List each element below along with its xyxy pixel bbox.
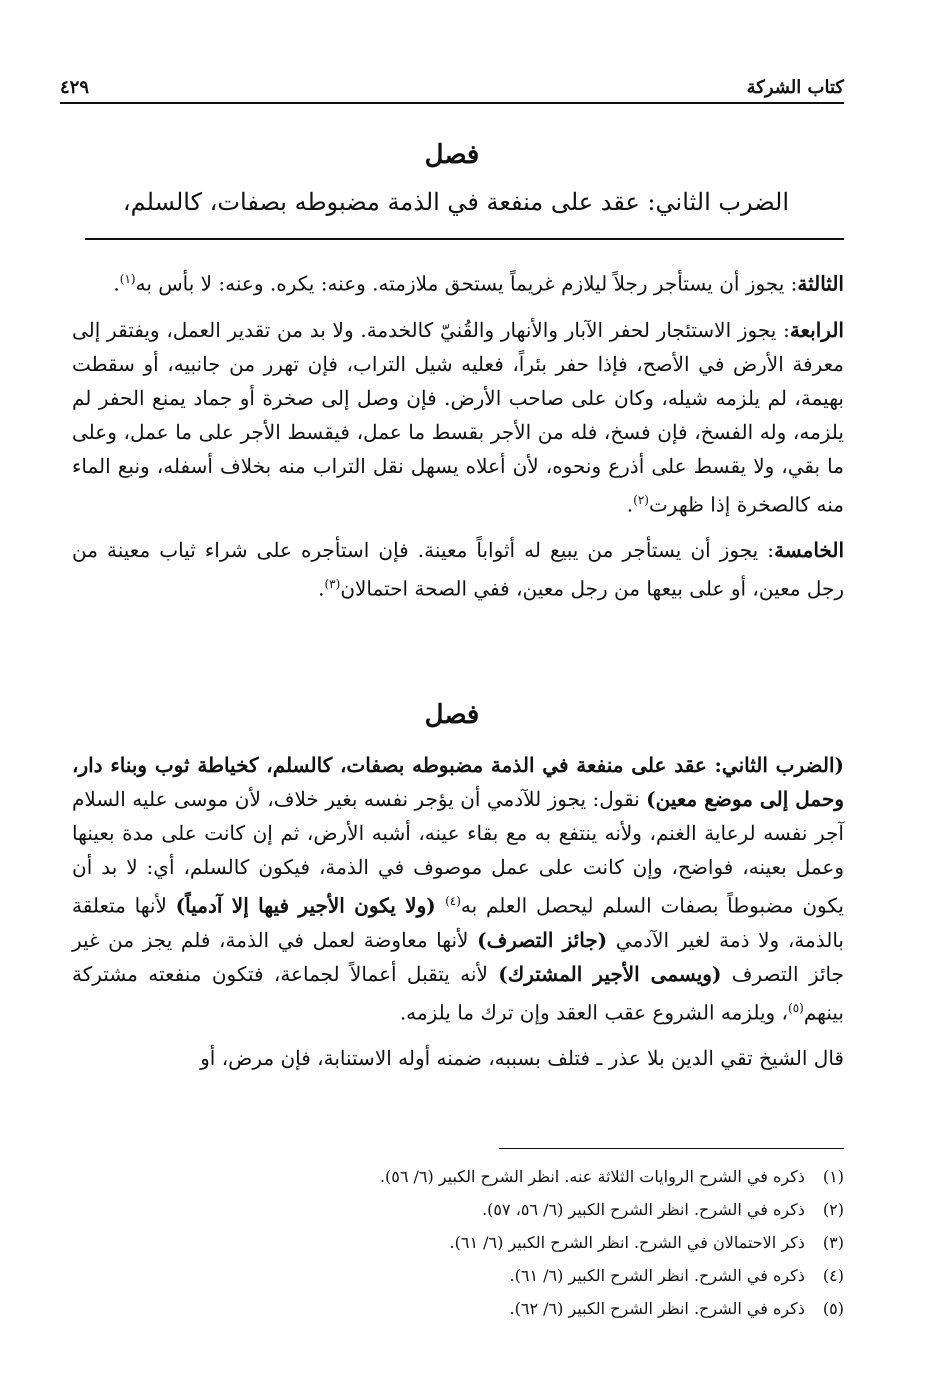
paragraph-label: الثالثة — [797, 271, 844, 296]
footnote-item — [250, 1226, 844, 1259]
bold-text: (جائز التصرف) — [477, 927, 608, 952]
footnote-divider — [499, 1148, 844, 1149]
footnote-text: ذكره في الشرح الروايات الثلاثة عنه. انظر الشرح الكبير (٦/ ٥٦). — [379, 1167, 805, 1186]
paragraph-tail: . — [318, 576, 325, 601]
section-title: الضرب الثاني: عقد على منفعة في الذمة مضبوطه بصفات، كالسلم، — [122, 188, 789, 216]
page-number: ٤٢٩ — [60, 77, 89, 102]
bold-text: (ولا يكون الأجير فيها إلا آدمياً) — [175, 893, 446, 918]
footnote-text: ذكره في الشرح. انظر الشرح الكبير (٦/ ٥٦، ٥٧). — [482, 1200, 805, 1219]
footnote-item — [250, 1193, 844, 1226]
footnote-text: ذكر الاحتمالان في الشرح. انظر الشرح الكبير (٦/ ٦١). — [449, 1233, 805, 1252]
running-title: كتاب الشركة — [747, 77, 844, 102]
paragraph-text: : يجوز أن يستأجر رجلاً ليلازم غريماً يستحق ملازمته. وعنه: يكره. وعنه: لا بأس به — [135, 271, 798, 296]
footnote-text: ذكره في الشرح. انظر الشرح الكبير (٦/ ٦٢). — [509, 1299, 805, 1318]
body-text-lower — [72, 748, 844, 1087]
paragraph-text: لأنه يتقبل أعمالاً لجماعة، فتكون منفعته مشتركة بينهم — [72, 961, 844, 1025]
body-text-upper — [72, 262, 844, 618]
paragraph-text: : يجوز الاستئجار لحفر الآبار والأنهار والقُنيّ كالخدمة. ولا بد من تقدير العمل، ويفتقر إلى معرفة الأرض في الأصح، فإذا حفر بئراً، فعليه شيل التراب، فإن تهرر من جانبيه، أو سقطت بهيمة، لم يلزمه شيله، وكان على صاحب الأرض. فإن وصل إلى صخرة أو جماد يمنع الحفر لم يلزمه، وله الفسخ، فإن فسخ، فله من الأجر بقسط ما عمل، فيقسط الأجر على ما عمل، وعلى ما بقي، ولا يقسط على أذرع ونحوه، لأن أعلاه يسهل نقل التراب منه بخلاف أسفله، ونبع الماء منه كالصخرة إذا ظهرت — [72, 317, 844, 517]
title-divider — [85, 238, 844, 240]
paragraph-continuation: قال الشيخ تقي الدين بلا عذر ـ فتلف بسببه، ضمنه أوله الاستنابة، فإن مرض، أو — [200, 1046, 844, 1071]
footnote-ref[interactable]: (١) — [119, 272, 136, 286]
paragraph-section2 — [72, 748, 844, 1029]
footnote-ref[interactable]: (٤) — [445, 894, 461, 908]
paragraph-third — [72, 262, 844, 301]
footnote-item — [250, 1160, 844, 1193]
bold-text: (الضرب الثاني: عقد على منفعة في الذمة مضبوطه بصفات، كالسلم، كخياطة ثوب وبناء دار، وحمل إلى موضع معين) — [72, 753, 844, 811]
paragraph-label: الخامسة — [774, 538, 844, 563]
section-heading-2: فصل — [424, 700, 480, 730]
section-heading: فصل — [424, 140, 480, 170]
paragraph-tail: . — [113, 271, 120, 296]
paragraph-label: الرابعة — [789, 317, 844, 342]
footnotes — [250, 1160, 844, 1325]
paragraph-fourth — [72, 313, 844, 522]
paragraph-text: لأنها متعلقة بالذمة، ولا ذمة لغير الآدمي — [72, 893, 844, 952]
paragraph-fifth — [72, 533, 844, 606]
footnote-number: (٢) — [822, 1200, 844, 1219]
footnote-ref[interactable]: (٥) — [788, 1000, 804, 1015]
footnote-item — [250, 1259, 844, 1292]
footnote-item — [250, 1292, 844, 1325]
bold-text: (ويسمى الأجير المشترك) — [498, 961, 722, 986]
paragraph-tail: . — [626, 492, 634, 517]
paragraph-text: ، ويلزمه الشروع عقب العقد وإن ترك ما يلزمه. — [399, 1000, 788, 1025]
running-header — [60, 66, 844, 104]
footnote-number: (١) — [822, 1167, 844, 1186]
footnote-ref[interactable]: (٢) — [633, 492, 649, 507]
paragraph-text: لأنها معاوضة لعمل في الذمة، فلم يجز من غير جائز التصرف — [72, 927, 844, 986]
paragraph-text: نقول: يجوز للآدمي أن يؤجر نفسه بغير خلاف، لأن موسى عليه السلام آجر نفسه لرعاية الغنم، ولأنه ينتفع به مع بقاء عينه، أشبه الأرض، ثم إن كانت على مدة بعينها وعمل بعينه، فواضح، وإن كانت على عمل موصوف في الذمة، فيكون كالسلم، أي: لا بد أن يكون مضبوطاً بصفات السلم ليحصل العلم به — [72, 787, 844, 918]
footnote-ref[interactable]: (٣) — [324, 577, 341, 592]
footnote-number: (٣) — [822, 1233, 844, 1252]
footnote-text: ذكره في الشرح. انظر الشرح الكبير (٦/ ٦١). — [509, 1266, 805, 1285]
paragraph-text: : يجوز أن يستأجر من يبيع له أثواباً معينة. فإن استأجره على شراء ثياب معينة من رجل معين، أو على بيعها من رجل معين، ففي الصحة احتمالان — [72, 538, 844, 601]
footnote-number: (٥) — [822, 1299, 844, 1318]
footnote-number: (٤) — [822, 1266, 844, 1285]
